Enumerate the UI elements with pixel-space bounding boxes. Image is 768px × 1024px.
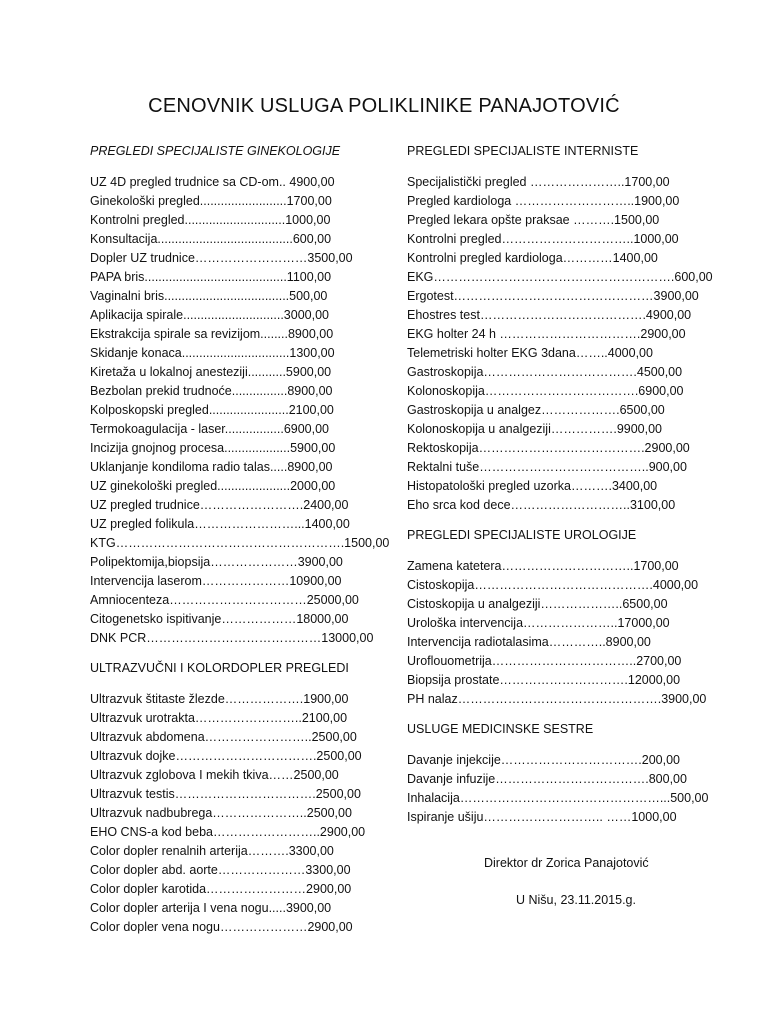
price-row: Cistoskopija…………………………………….4000,00 (407, 578, 699, 592)
section-title: PREGLEDI SPECIJALISTE INTERNISTE (407, 144, 639, 158)
right-column (407, 143, 713, 827)
price-row: Dopler UZ trudnice………………………3500,00 (90, 251, 353, 265)
price-row: Ultrazvuk zglobova I mekih tkiva……2500,00 (90, 768, 339, 782)
price-row: Aplikacija spirale.............................3000,00 (90, 308, 329, 322)
price-row: Urološka intervencija…………………..17000,00 (407, 616, 670, 630)
price-row: UZ pregled folikula……………………...1400,00 (90, 517, 350, 531)
price-row: Color dopler abd. aorte…………………3300,00 (90, 863, 351, 877)
price-row: Rektoskopija………………………………….2900,00 (407, 441, 690, 455)
price-row: Ultrazvuk štitaste žlezde……………….1900,00 (90, 692, 349, 706)
price-row: Citogenetsko ispitivanje………………18000,00 (90, 612, 349, 626)
price-section (407, 527, 707, 709)
price-section (90, 660, 365, 937)
price-row: Bezbolan prekid trudnoće................8900,00 (90, 384, 333, 398)
price-row: Polipektomija,biopsija…………………3900,00 (90, 555, 343, 569)
price-row: Cistoskopija u analgeziji………………..6500,00 (407, 597, 668, 611)
price-row: Kolonoskopija u analgeziji…………….9900,00 (407, 422, 663, 436)
director-signature-line: Direktor dr Zorica Panajotović (484, 856, 649, 870)
price-row: Intervencija radiotalasima…………..8900,00 (407, 635, 651, 649)
price-row: Amniocenteza……………………………25000,00 (90, 593, 359, 607)
price-row: Kiretaža u lokalnoj anesteziji...........5900,00 (90, 365, 332, 379)
price-row: Ultrazvuk testis…………………………….2500,00 (90, 787, 361, 801)
page-title: CENOVNIK USLUGA POLIKLINIKE PANAJOTOVIĆ (148, 95, 620, 117)
price-row: Inhalacija…………………………………………...500,00 (407, 791, 709, 805)
price-row: Pregled lekara opšte praksae ……….1500,00 (407, 213, 660, 227)
price-row: Specijalistički pregled …………………..1700,00 (407, 175, 670, 189)
price-row: Ispiranje ušiju……………………….. ……1000,00 (407, 810, 677, 824)
price-row: Color dopler vena nogu…………………2900,00 (90, 920, 353, 934)
price-row: Ultrazvuk urotrakta……………………..2100,00 (90, 711, 348, 725)
price-row: Termokoagulacija - laser.................6900,00 (90, 422, 330, 436)
price-row: Kontrolni pregled.............................1000,00 (90, 213, 331, 227)
price-section (90, 143, 390, 648)
price-row: Davanje infuzije……………………………….800,00 (407, 772, 687, 786)
price-row: Gastroskopija……………………………….4500,00 (407, 365, 683, 379)
price-row: Ultrazvuk nadbubrega…………………..2500,00 (90, 806, 352, 820)
price-row: Ultrazvuk abdomena……………………..2500,00 (90, 730, 357, 744)
price-row: UZ ginekološki pregled.....................2000,00 (90, 479, 336, 493)
price-row: Pregled kardiologa ………………………..1900,00 (407, 194, 680, 208)
section-title: PREGLEDI SPECIJALISTE UROLOGIJE (407, 528, 637, 542)
price-row: PAPA bris.........................................1100,00 (90, 270, 332, 284)
section-title: ULTRAZVUČNI I KOLORDOPLER PREGLEDI (90, 661, 349, 675)
price-row: Kontrolni pregled kardiologa…………1400,00 (407, 251, 658, 265)
place-date: U Nišu, 23.11.2015.g. (516, 893, 636, 907)
price-row: Incizija gnojnog procesa...................5900,00 (90, 441, 336, 455)
price-row: Zamena katetera…………………………..1700,00 (407, 559, 679, 573)
price-row: Kolposkopski pregled.......................2100,00 (90, 403, 334, 417)
price-row: Kontrolni pregled…………………………..1000,00 (407, 232, 679, 246)
price-row: DNK PCR……………………………………13000,00 (90, 631, 374, 645)
price-section (407, 143, 713, 515)
price-row: Gastroskopija u analgez……………….6500,00 (407, 403, 665, 417)
price-section (407, 721, 709, 827)
price-row: KTG……………………………………………….1500,00 (90, 536, 390, 550)
price-row: Vaginalni bris....................................500,00 (90, 289, 328, 303)
price-row: Color dopler renalnih arterija……….3300,00 (90, 844, 334, 858)
price-row: Rektalni tuše…………………………………..900,00 (407, 460, 687, 474)
price-row: Ginekološki pregled.........................1700,00 (90, 194, 332, 208)
left-column (90, 143, 390, 937)
section-title: PREGLEDI SPECIJALISTE GINEKOLOGIJE (90, 144, 341, 158)
price-row: Ehostres test………………………………….4900,00 (407, 308, 692, 322)
price-row: Eho srca kod dece………………………..3100,00 (407, 498, 676, 512)
price-row: Ultrazvuk dojke…………………………….2500,00 (90, 749, 362, 763)
price-row: Histopatološki pregled uzorka……….3400,00 (407, 479, 658, 493)
price-row: Color dopler karotida……………………2900,00 (90, 882, 352, 896)
price-row: UZ 4D pregled trudnice sa CD-om.. 4900,00 (90, 175, 335, 189)
price-row: Biopsija prostate………………………….12000,00 (407, 673, 681, 687)
price-row: Uroflouometrija……………………………..2700,00 (407, 654, 682, 668)
price-row: EHO CNS-a kod beba……………………..2900,00 (90, 825, 366, 839)
section-title: USLUGE MEDICINSKE SESTRE (407, 722, 594, 736)
price-row: UZ pregled trudnice…………………….2400,00 (90, 498, 349, 512)
price-row: Ergotest…………………………………………3900,00 (407, 289, 699, 303)
price-row: Telemetriski holter EKG 3dana……..4000,00 (407, 346, 653, 360)
price-row: Davanje injekcije…………………………….200,00 (407, 753, 681, 767)
price-row: PH nalaz………………………………………….3900,00 (407, 692, 707, 706)
price-row: Ekstrakcija spirale sa revizijom........8900,00 (90, 327, 334, 341)
price-row: Skidanje konaca...............................1300,00 (90, 346, 335, 360)
price-row: EKG holter 24 h …………………………….2900,00 (407, 327, 686, 341)
price-row: Color dopler arterija I vena nogu.....3900,00 (90, 901, 332, 915)
price-row: Kolonoskopija……………………………….6900,00 (407, 384, 684, 398)
price-row: Intervencija laserom…………………10900,00 (90, 574, 342, 588)
price-row: EKG………………………………………………….600,00 (407, 270, 713, 284)
price-row: Konsultacija.......................................600,00 (90, 232, 332, 246)
price-row: Uklanjanje kondiloma radio talas.....8900,00 (90, 460, 333, 474)
